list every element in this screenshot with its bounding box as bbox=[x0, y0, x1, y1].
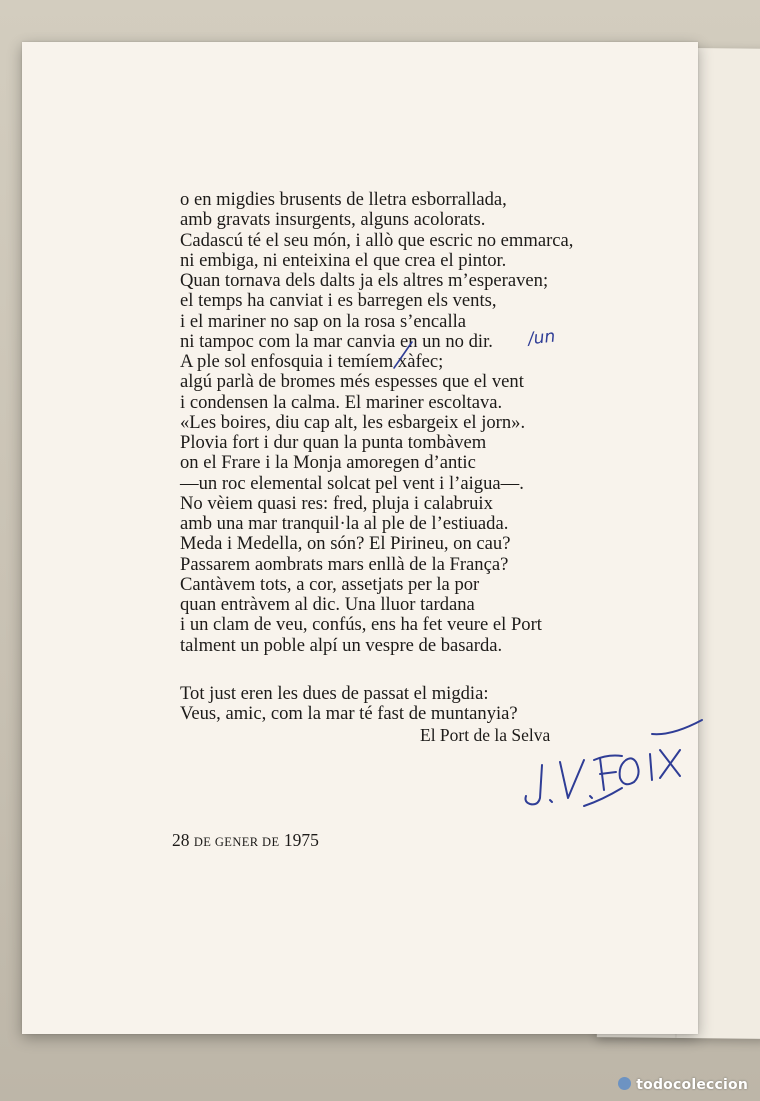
poem-line: i el mariner no sap on la rosa s’encalla bbox=[180, 310, 467, 332]
poem-line: —un roc elemental solcat pel vent i l’aigua—. bbox=[180, 472, 524, 494]
poem-line: Cadascú té el seu món, i allò que escric no emmarca, bbox=[180, 229, 574, 251]
watermark bbox=[618, 1077, 748, 1093]
poem-text bbox=[180, 190, 573, 724]
poem-line: A ple sol enfosquia i temíem xàfec; bbox=[180, 351, 444, 372]
poem-line: Veus, amic, com la mar té fast de muntanyia? bbox=[180, 703, 518, 724]
poem-line: «Les boires, diu cap alt, les esbargeix el jorn». bbox=[180, 411, 526, 433]
poem-line: Tot just eren les dues de passat el migdia: bbox=[180, 682, 489, 704]
poem-line: talment un poble alpí un vespre de basarda. bbox=[180, 634, 503, 656]
handwritten-signature bbox=[502, 710, 712, 810]
poem-line: Plovia fort i dur quan la punta tombàvem bbox=[180, 432, 487, 453]
poem-line: Quan tornava dels dalts ja els altres m’esperaven; bbox=[180, 270, 549, 291]
poem-line: algú parlà de bromes més espesses que el vent bbox=[180, 371, 524, 393]
poem-line: No vèiem quasi res: fred, pluja i calabruix bbox=[180, 492, 493, 514]
printed-page bbox=[22, 42, 698, 1034]
correction-slash-mark bbox=[392, 340, 416, 370]
poem-line: Cantàvem tots, a cor, assetjats per la por bbox=[180, 573, 480, 595]
date-day: 28 bbox=[172, 830, 190, 850]
poem-line: quan entràvem al dic. Una lluor tardana bbox=[180, 594, 475, 615]
watermark-text: todocoleccion bbox=[636, 1077, 748, 1093]
poem-line: ni embiga, ni enteixina el que crea el pintor. bbox=[180, 249, 507, 271]
date-month: DE GENER DE bbox=[193, 835, 280, 849]
poem-line: o en migdies brusents de lletra esborrallada, bbox=[180, 189, 507, 210]
poem-line: Passarem aombrats mars enllà de la França? bbox=[180, 553, 509, 575]
poem-line: on el Frare i la Monja amoregen d’antic bbox=[180, 452, 476, 474]
date-line bbox=[172, 830, 319, 851]
poem-line: i condensen la calma. El mariner escoltava. bbox=[180, 391, 503, 413]
poem-line: el temps ha canviat i es barregen els vents, bbox=[180, 290, 497, 312]
date-year: 1975 bbox=[283, 830, 319, 850]
place-line: El Port de la Selva bbox=[420, 725, 551, 745]
handwritten-correction: /un bbox=[527, 326, 557, 350]
poem-line: amb gravats insurgents, alguns acolorats. bbox=[180, 209, 486, 231]
poem-line bbox=[180, 656, 573, 684]
poem-line: ni tampoc com la mar canvia en un no dir. bbox=[180, 330, 493, 352]
watermark-logo-icon bbox=[618, 1077, 631, 1090]
poem-line: i un clam de veu, confús, ens ha fet veure el Port bbox=[180, 614, 542, 636]
poem-line: Meda i Medella, on són? El Pirineu, on cau? bbox=[180, 533, 511, 555]
poem-line: amb una mar tranquil·la al ple de l’estiuada. bbox=[180, 513, 509, 534]
